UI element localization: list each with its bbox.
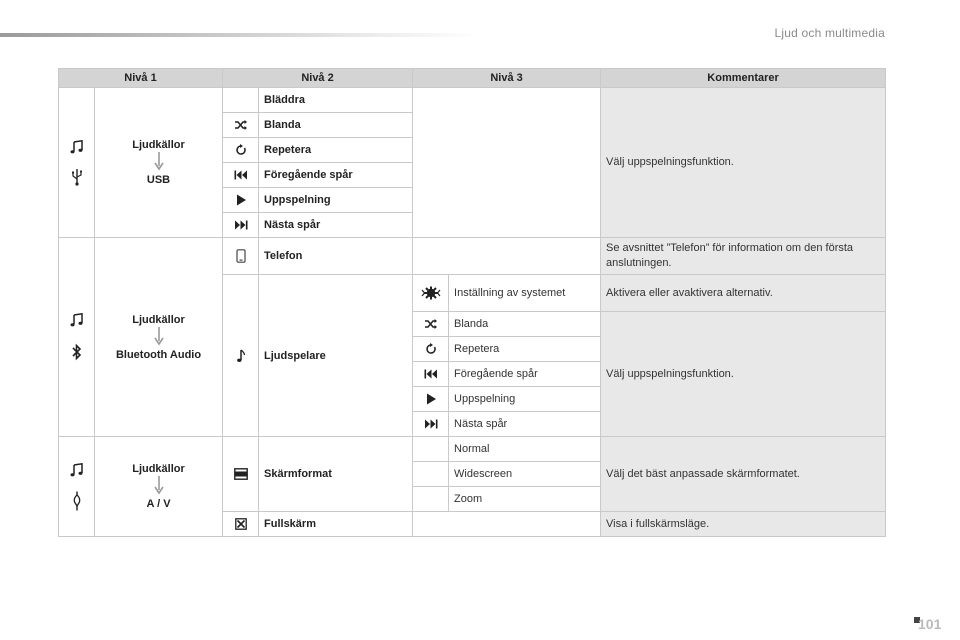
- header-level-2: Nivå 2: [223, 69, 413, 88]
- usb-item-previous: Föregående spår: [259, 163, 413, 188]
- section-title: Ljud och multimedia: [774, 26, 885, 40]
- previous-track-icon: [424, 369, 438, 379]
- arrow-down-icon: [154, 476, 164, 496]
- av-fullscreen-level3-empty: [413, 512, 601, 537]
- bt-settings-label: Inställning av systemet: [449, 275, 601, 312]
- play-icon: [235, 194, 247, 206]
- usb-source-name: USB: [146, 174, 171, 186]
- bt-item-shuffle: Blanda: [449, 312, 601, 337]
- repeat-icon: [425, 343, 437, 355]
- header-level-3: Nivå 3: [413, 69, 601, 88]
- bt-source-label: Ljudkällor: [132, 313, 185, 326]
- bt-level1-icons: [59, 238, 95, 437]
- arrow-down-icon: [154, 152, 164, 172]
- table-row: [59, 88, 886, 113]
- usb-source-cell: [95, 88, 223, 238]
- bluetooth-icon: [72, 343, 82, 361]
- av-fullscreen-label: Fullskärm: [259, 512, 413, 537]
- av-format-widescreen: Widescreen: [449, 462, 601, 487]
- fullscreen-icon: [235, 518, 247, 530]
- arrow-down-icon: [154, 327, 164, 347]
- av-source-label: Ljudkällor: [132, 463, 185, 475]
- bt-item-repeat: Repetera: [449, 337, 601, 362]
- previous-track-icon: [234, 170, 248, 180]
- usb-item-repeat: Repetera: [259, 138, 413, 163]
- table-row: [59, 437, 886, 462]
- usb-comment: Välj uppspelningsfunktion.: [601, 88, 886, 238]
- music-note-icon: [70, 463, 84, 477]
- usb-icon: [71, 168, 83, 186]
- header-comments: Kommentarer: [601, 69, 886, 88]
- usb-item-play: Uppspelning: [259, 188, 413, 213]
- page-number: 101: [918, 616, 942, 632]
- repeat-icon: [235, 144, 247, 156]
- table-header-row: [59, 69, 886, 88]
- shuffle-icon: [424, 318, 438, 330]
- av-format-normal-icon-cell: [413, 437, 449, 462]
- usb-level1-icons: [59, 88, 95, 238]
- shuffle-icon: [234, 119, 248, 131]
- screen-format-icon: [234, 468, 248, 480]
- next-track-icon: [424, 419, 438, 429]
- av-format-comment: Välj det bäst anpassade skärmformatet.: [601, 437, 886, 512]
- bt-item-play: Uppspelning: [449, 387, 601, 412]
- music-note-icon: [70, 313, 84, 327]
- usb-browse-icon-cell: [223, 88, 259, 113]
- phone-icon: [236, 249, 246, 263]
- usb-item-browse: Bläddra: [259, 88, 413, 113]
- bt-phone-comment: Se avsnittet ”Telefon” för information om den första anslutningen.: [601, 238, 886, 275]
- av-source-name: A / V: [146, 498, 171, 510]
- usb-item-shuffle: Blanda: [259, 113, 413, 138]
- av-fullscreen-comment: Visa i fullskärmsläge.: [601, 512, 886, 537]
- music-note-icon: [236, 349, 246, 363]
- bt-settings-comment: Aktivera eller avaktivera alternativ.: [601, 275, 886, 312]
- header-bar: [0, 33, 480, 37]
- music-note-icon: [70, 140, 84, 154]
- usb-level3-empty: [413, 88, 601, 238]
- bt-phone-label: Telefon: [259, 238, 413, 275]
- play-icon: [425, 393, 437, 405]
- table-row: [59, 238, 886, 275]
- av-format-label: Skärmformat: [259, 437, 413, 512]
- usb-source-label: Ljudkällor: [132, 139, 185, 151]
- bt-player-label: Ljudspelare: [259, 275, 413, 437]
- bt-player-comment: Välj uppspelningsfunktion.: [601, 312, 886, 437]
- av-format-zoom: Zoom: [449, 487, 601, 512]
- header-level-1: Nivå 1: [59, 69, 223, 88]
- bt-item-previous: Föregående spår: [449, 362, 601, 387]
- bt-source-name: Bluetooth Audio: [115, 348, 202, 361]
- bt-phone-level3-empty: [413, 238, 601, 275]
- av-level1-icons: [59, 437, 95, 537]
- menu-table: [58, 68, 886, 537]
- av-jack-icon: [72, 491, 82, 511]
- bt-item-next: Nästa spår: [449, 412, 601, 437]
- settings-gear-icon: [421, 286, 441, 300]
- av-source-cell: [95, 437, 223, 537]
- av-format-normal: Normal: [449, 437, 601, 462]
- next-track-icon: [234, 220, 248, 230]
- usb-item-next: Nästa spår: [259, 213, 413, 238]
- bt-source-cell: [95, 238, 223, 437]
